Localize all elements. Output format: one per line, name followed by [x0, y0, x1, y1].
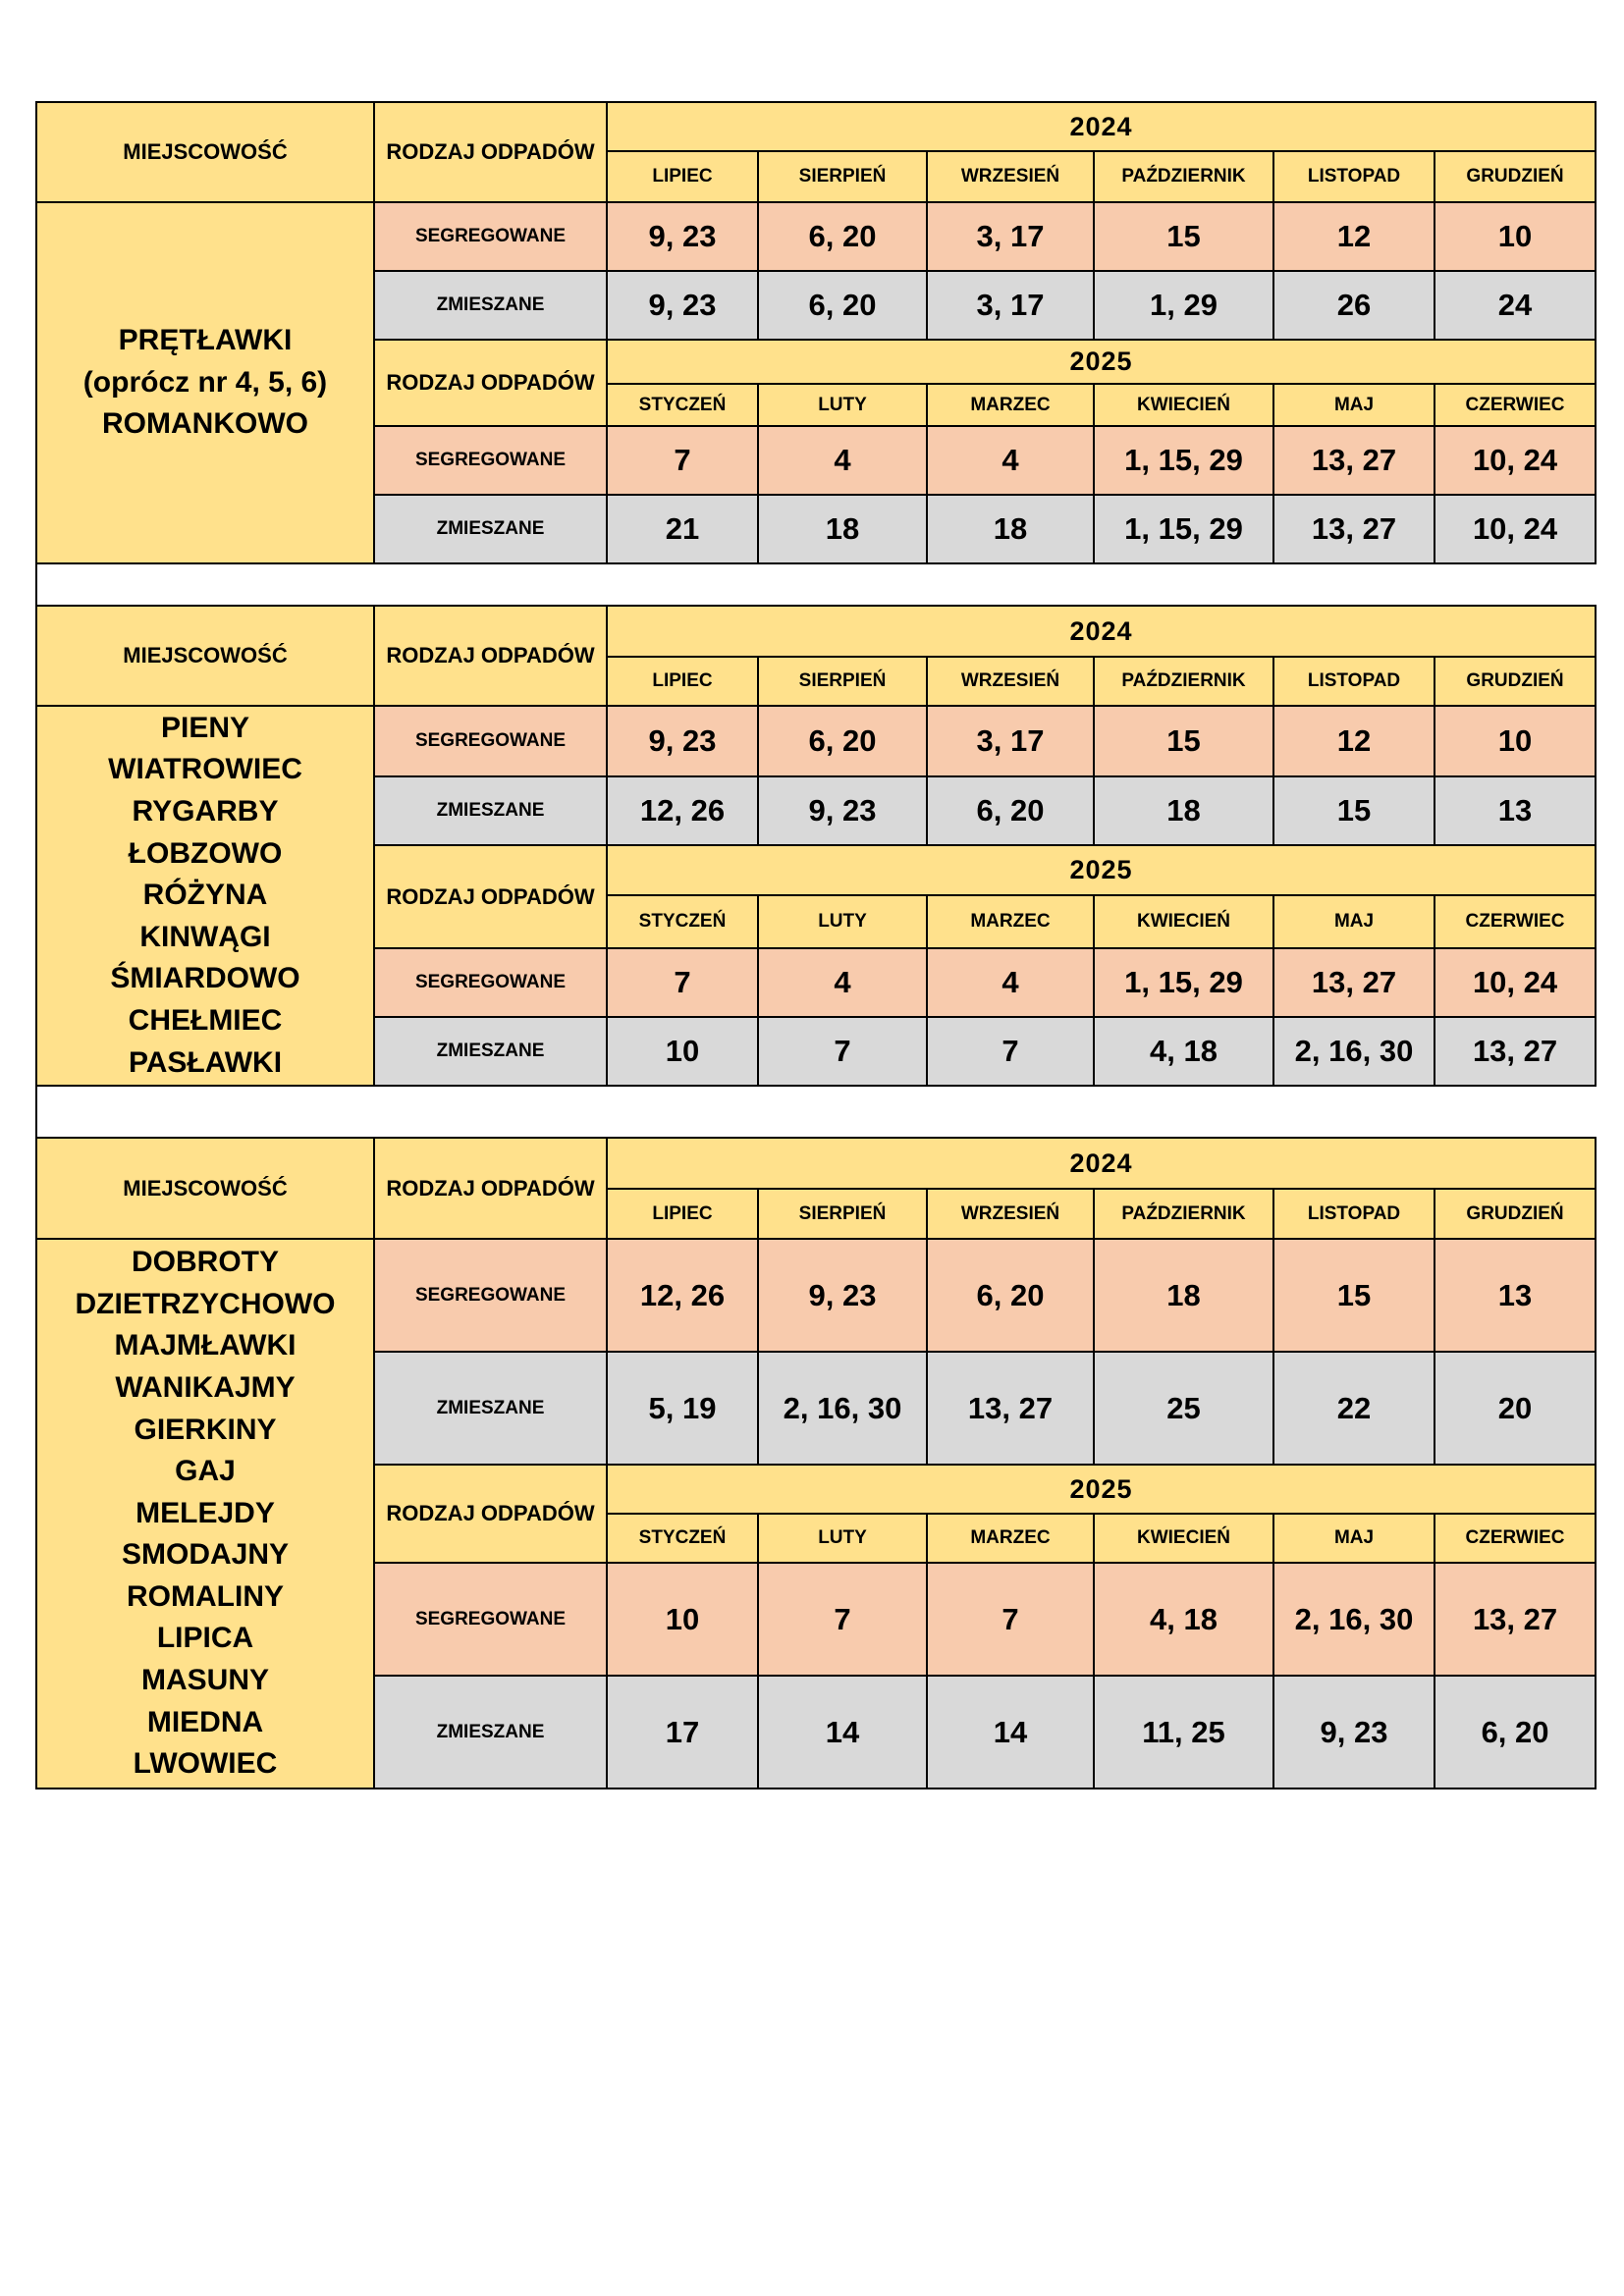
collection-dates-cell: 7 — [927, 1563, 1094, 1676]
collection-dates-cell: 4 — [758, 426, 927, 495]
waste-type-label-segregated: SEGREGOWANE — [374, 1239, 607, 1352]
locality-name: DZIETRZYCHOWO — [75, 1287, 336, 1320]
collection-dates-cell: 9, 23 — [607, 202, 758, 271]
collection-dates-cell: 10, 24 — [1435, 426, 1596, 495]
month-header: KWIECIEŃ — [1094, 384, 1273, 426]
collection-dates-cell: 11, 25 — [1094, 1676, 1273, 1789]
year-header: 2024 — [607, 1138, 1596, 1189]
rodzaj-odpadow-header: RODZAJ ODPADÓW — [374, 102, 607, 202]
collection-dates-cell: 15 — [1094, 706, 1273, 776]
table-gap — [35, 564, 1595, 605]
collection-dates-cell: 1, 15, 29 — [1094, 426, 1273, 495]
collection-dates-cell: 9, 23 — [607, 271, 758, 340]
waste-type-label-segregated: SEGREGOWANE — [374, 426, 607, 495]
locality-name: LWOWIEC — [133, 1747, 278, 1781]
collection-dates-cell: 12 — [1273, 202, 1435, 271]
month-header: STYCZEŃ — [607, 1514, 758, 1563]
collection-dates-cell: 7 — [927, 1017, 1094, 1086]
collection-dates-cell: 6, 20 — [758, 271, 927, 340]
collection-dates-cell: 6, 20 — [758, 706, 927, 776]
collection-dates-cell: 13, 27 — [1273, 495, 1435, 563]
collection-dates-cell: 25 — [1094, 1352, 1273, 1465]
month-header: MARZEC — [927, 384, 1094, 426]
month-header: LISTOPAD — [1273, 657, 1435, 706]
month-header: SIERPIEŃ — [758, 657, 927, 706]
month-header: LUTY — [758, 1514, 927, 1563]
waste-type-label-segregated: SEGREGOWANE — [374, 948, 607, 1017]
locality-name: MASUNY — [140, 1664, 269, 1697]
collection-dates-cell: 13 — [1435, 1239, 1596, 1352]
rodzaj-odpadow-header: RODZAJ ODPADÓW — [374, 340, 607, 426]
month-header: MAJ — [1273, 384, 1435, 426]
month-header: LIPIEC — [607, 151, 758, 202]
collection-dates-cell: 7 — [607, 948, 758, 1017]
collection-dates-cell: 24 — [1435, 271, 1596, 340]
month-header: STYCZEŃ — [607, 895, 758, 948]
month-header: CZERWIEC — [1435, 384, 1596, 426]
miejscowosc-header: MIEJSCOWOŚĆ — [36, 102, 374, 202]
collection-dates-cell: 3, 17 — [927, 202, 1094, 271]
month-header: MAJ — [1273, 1514, 1435, 1563]
collection-dates-cell: 13, 27 — [1435, 1563, 1596, 1676]
month-header: GRUDZIEŃ — [1435, 657, 1596, 706]
locality-name: GIERKINY — [134, 1413, 277, 1446]
month-header: GRUDZIEŃ — [1435, 1189, 1596, 1239]
month-header: LISTOPAD — [1273, 1189, 1435, 1239]
locality-name: SMODAJNY — [121, 1538, 290, 1572]
locality-name: (oprócz nr 4, 5, 6) — [82, 365, 328, 399]
locality-name: PRĘTŁAWKI — [118, 324, 293, 357]
collection-dates-cell: 18 — [758, 495, 927, 563]
year-header: 2025 — [607, 1465, 1596, 1514]
collection-dates-cell: 12, 26 — [607, 1239, 758, 1352]
collection-dates-cell: 14 — [758, 1676, 927, 1789]
locality-name: MIEDNA — [146, 1705, 264, 1738]
waste-type-label-mixed: ZMIESZANE — [374, 1017, 607, 1086]
collection-dates-cell: 13, 27 — [1273, 948, 1435, 1017]
waste-schedule-table — [35, 605, 1597, 1087]
collection-dates-cell: 1, 15, 29 — [1094, 495, 1273, 563]
collection-dates-cell: 7 — [758, 1017, 927, 1086]
collection-dates-cell: 21 — [607, 495, 758, 563]
collection-dates-cell: 15 — [1273, 1239, 1435, 1352]
month-header: GRUDZIEŃ — [1435, 151, 1596, 202]
locality-cell — [36, 1239, 374, 1789]
month-header: CZERWIEC — [1435, 1514, 1596, 1563]
collection-dates-cell: 20 — [1435, 1352, 1596, 1465]
month-header: WRZESIEŃ — [927, 657, 1094, 706]
collection-dates-cell: 15 — [1094, 202, 1273, 271]
locality-name: PIENY — [160, 711, 250, 744]
locality-cell — [36, 706, 374, 1086]
collection-dates-cell: 10 — [1435, 202, 1596, 271]
month-header: LISTOPAD — [1273, 151, 1435, 202]
locality-name: WANIKAJMY — [115, 1370, 296, 1404]
collection-dates-cell: 6, 20 — [927, 776, 1094, 845]
month-header: LIPIEC — [607, 657, 758, 706]
month-header: PAŹDZIERNIK — [1094, 657, 1273, 706]
collection-dates-cell: 2, 16, 30 — [1273, 1563, 1435, 1676]
collection-dates-cell: 10 — [607, 1017, 758, 1086]
year-header: 2024 — [607, 102, 1596, 151]
collection-dates-cell: 2, 16, 30 — [758, 1352, 927, 1465]
collection-dates-cell: 17 — [607, 1676, 758, 1789]
rodzaj-odpadow-header: RODZAJ ODPADÓW — [374, 845, 607, 948]
waste-type-label-mixed: ZMIESZANE — [374, 271, 607, 340]
month-header: LUTY — [758, 384, 927, 426]
locality-name: DOBROTY — [132, 1246, 279, 1279]
collection-dates-cell: 9, 23 — [1273, 1676, 1435, 1789]
year-header: 2025 — [607, 845, 1596, 895]
month-header: PAŹDZIERNIK — [1094, 1189, 1273, 1239]
rodzaj-odpadow-header: RODZAJ ODPADÓW — [374, 1465, 607, 1563]
month-header: MARZEC — [927, 895, 1094, 948]
waste-schedule-table — [35, 101, 1597, 564]
locality-name: RÓŻYNA — [142, 879, 268, 912]
collection-dates-cell: 9, 23 — [758, 776, 927, 845]
locality-name: ŁOBZOWO — [128, 836, 283, 870]
locality-name: LIPICA — [156, 1622, 254, 1655]
collection-dates-cell: 18 — [927, 495, 1094, 563]
miejscowosc-header: MIEJSCOWOŚĆ — [36, 1138, 374, 1239]
collection-dates-cell: 13, 27 — [1435, 1017, 1596, 1086]
month-header: LIPIEC — [607, 1189, 758, 1239]
collection-dates-cell: 10, 24 — [1435, 948, 1596, 1017]
collection-dates-cell: 10, 24 — [1435, 495, 1596, 563]
month-header: PAŹDZIERNIK — [1094, 151, 1273, 202]
collection-dates-cell: 4, 18 — [1094, 1017, 1273, 1086]
month-header: CZERWIEC — [1435, 895, 1596, 948]
month-header: MARZEC — [927, 1514, 1094, 1563]
collection-dates-cell: 7 — [607, 426, 758, 495]
month-header: SIERPIEŃ — [758, 151, 927, 202]
miejscowosc-header: MIEJSCOWOŚĆ — [36, 606, 374, 706]
waste-schedule-table — [35, 1137, 1597, 1789]
collection-dates-cell: 7 — [758, 1563, 927, 1676]
year-header: 2025 — [607, 340, 1596, 384]
collection-dates-cell: 4 — [927, 426, 1094, 495]
month-header: KWIECIEŃ — [1094, 1514, 1273, 1563]
collection-dates-cell: 10 — [607, 1563, 758, 1676]
collection-dates-cell: 9, 23 — [758, 1239, 927, 1352]
collection-dates-cell: 3, 17 — [927, 271, 1094, 340]
collection-dates-cell: 3, 17 — [927, 706, 1094, 776]
collection-dates-cell: 9, 23 — [607, 706, 758, 776]
collection-dates-cell: 4 — [927, 948, 1094, 1017]
waste-type-label-mixed: ZMIESZANE — [374, 1352, 607, 1465]
collection-dates-cell: 22 — [1273, 1352, 1435, 1465]
waste-type-label-mixed: ZMIESZANE — [374, 776, 607, 845]
collection-dates-cell: 26 — [1273, 271, 1435, 340]
month-header: KWIECIEŃ — [1094, 895, 1273, 948]
locality-name: WIATROWIEC — [108, 753, 302, 786]
collection-dates-cell: 6, 20 — [927, 1239, 1094, 1352]
collection-dates-cell: 14 — [927, 1676, 1094, 1789]
locality-name: MELEJDY — [135, 1496, 275, 1529]
table-gap — [35, 1087, 1595, 1137]
collection-dates-cell: 12, 26 — [607, 776, 758, 845]
collection-dates-cell: 13, 27 — [927, 1352, 1094, 1465]
collection-dates-cell: 6, 20 — [758, 202, 927, 271]
locality-name: ŚMIARDOWO — [110, 962, 300, 995]
collection-dates-cell: 18 — [1094, 776, 1273, 845]
locality-name: RYGARBY — [132, 795, 279, 828]
collection-dates-cell: 13 — [1435, 776, 1596, 845]
schedule-tables-container — [35, 101, 1595, 1789]
locality-name: MAJMŁAWKI — [114, 1329, 297, 1362]
locality-cell — [36, 202, 374, 563]
collection-dates-cell: 4, 18 — [1094, 1563, 1273, 1676]
collection-dates-cell: 12 — [1273, 706, 1435, 776]
collection-dates-cell: 1, 29 — [1094, 271, 1273, 340]
locality-name: ROMANKOWO — [102, 407, 308, 441]
collection-dates-cell: 18 — [1094, 1239, 1273, 1352]
collection-dates-cell: 5, 19 — [607, 1352, 758, 1465]
collection-dates-cell: 2, 16, 30 — [1273, 1017, 1435, 1086]
waste-type-label-segregated: SEGREGOWANE — [374, 1563, 607, 1676]
locality-name: ROMALINY — [127, 1579, 284, 1613]
locality-name: CHEŁMIEC — [128, 1003, 283, 1037]
collection-dates-cell: 1, 15, 29 — [1094, 948, 1273, 1017]
waste-type-label-segregated: SEGREGOWANE — [374, 706, 607, 776]
year-header: 2024 — [607, 606, 1596, 657]
waste-type-label-mixed: ZMIESZANE — [374, 495, 607, 563]
month-header: MAJ — [1273, 895, 1435, 948]
rodzaj-odpadow-header: RODZAJ ODPADÓW — [374, 1138, 607, 1239]
month-header: WRZESIEŃ — [927, 1189, 1094, 1239]
month-header: STYCZEŃ — [607, 384, 758, 426]
waste-type-label-segregated: SEGREGOWANE — [374, 202, 607, 271]
rodzaj-odpadow-header: RODZAJ ODPADÓW — [374, 606, 607, 706]
collection-dates-cell: 13, 27 — [1273, 426, 1435, 495]
locality-name: KINWĄGI — [139, 920, 271, 953]
collection-dates-cell: 15 — [1273, 776, 1435, 845]
locality-name: PASŁAWKI — [128, 1045, 283, 1079]
collection-dates-cell: 4 — [758, 948, 927, 1017]
month-header: WRZESIEŃ — [927, 151, 1094, 202]
month-header: LUTY — [758, 895, 927, 948]
locality-name: GAJ — [175, 1455, 236, 1488]
collection-dates-cell: 10 — [1435, 706, 1596, 776]
collection-dates-cell: 6, 20 — [1435, 1676, 1596, 1789]
month-header: SIERPIEŃ — [758, 1189, 927, 1239]
waste-type-label-mixed: ZMIESZANE — [374, 1676, 607, 1789]
